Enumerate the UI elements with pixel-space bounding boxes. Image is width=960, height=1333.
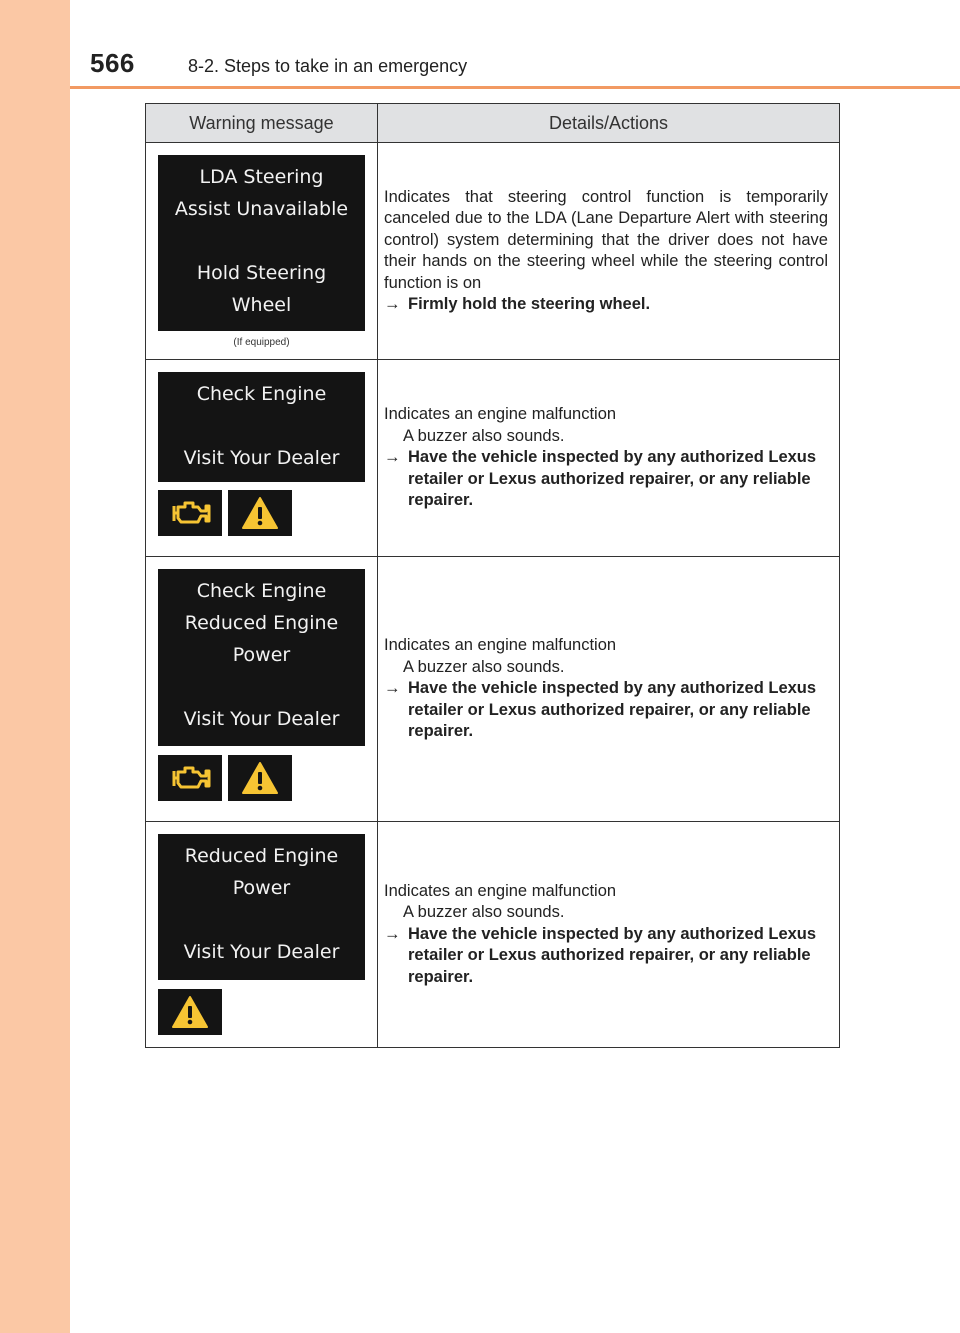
action-line xyxy=(384,924,828,989)
details-text: Indicates an engine malfunction xyxy=(384,881,617,900)
table-row xyxy=(146,143,840,360)
display-message xyxy=(158,569,365,746)
display-line: Hold Steering xyxy=(196,262,327,284)
arrow-icon: → xyxy=(384,448,401,467)
message-cell xyxy=(146,822,378,1048)
message-cell xyxy=(146,143,378,360)
table-row xyxy=(146,360,840,557)
display-line-gap xyxy=(158,225,365,257)
display-line: Wheel xyxy=(231,294,292,316)
action-text: Have the vehicle inspected by any authorized Lexus retailer or Lexus authorized repairer, or any reliable repairer. xyxy=(408,924,817,986)
display-line: LDA Steering xyxy=(199,166,324,188)
warning-table xyxy=(145,103,840,1048)
column-header-details: Details/Actions xyxy=(378,104,840,143)
display-line: Reduced Engine xyxy=(184,845,339,867)
details-cell xyxy=(378,360,840,557)
buzzer-note: A buzzer also sounds. xyxy=(403,657,565,676)
display-line: Check Engine xyxy=(196,580,327,602)
section-title: 8-2. Steps to take in an emergency xyxy=(188,56,468,76)
display-line-gap xyxy=(158,671,365,703)
engine-icon xyxy=(158,755,222,801)
warning-triangle-icon xyxy=(228,490,292,536)
warning-triangle-icon xyxy=(158,989,222,1035)
arrow-icon: → xyxy=(384,679,401,698)
display-message xyxy=(158,155,365,331)
engine-icon xyxy=(158,490,222,536)
display-line-gap xyxy=(158,410,365,442)
display-line: Visit Your Dealer xyxy=(183,447,340,469)
details-cell xyxy=(378,822,840,1048)
display-line: Power xyxy=(232,877,291,899)
arrow-icon: → xyxy=(384,924,401,943)
table-header-row xyxy=(146,104,840,143)
display-line: Power xyxy=(232,644,291,666)
message-cell xyxy=(146,557,378,822)
action-line xyxy=(384,447,828,512)
action-text: Firmly hold the steering wheel. xyxy=(408,295,651,313)
display-message xyxy=(158,834,365,980)
display-line: Reduced Engine xyxy=(184,612,339,634)
buzzer-note: A buzzer also sounds. xyxy=(403,426,565,445)
buzzer-note: A buzzer also sounds. xyxy=(403,903,565,922)
display-message xyxy=(158,372,365,482)
details-text: Indicates an engine malfunction xyxy=(384,405,617,424)
action-text: Have the vehicle inspected by any authorized Lexus retailer or Lexus authorized repairer, or any reliable repairer. xyxy=(408,679,817,741)
message-cell xyxy=(146,360,378,557)
display-line: Visit Your Dealer xyxy=(183,941,340,963)
header-rule xyxy=(70,86,960,89)
page-number: 566 xyxy=(90,48,135,78)
details-text: Indicates that steering control function is temporarily canceled due to the LDA (Lane Departure Alert with steering control) system determining that the driver does not have their hands on the steering wheel while the steering control function is on xyxy=(384,187,828,292)
display-line: Assist Unavailable xyxy=(174,198,349,220)
details-cell xyxy=(378,143,840,360)
action-text: Have the vehicle inspected by any authorized Lexus retailer or Lexus authorized repairer, or any reliable repairer. xyxy=(408,448,817,510)
action-line xyxy=(384,294,828,316)
side-strip xyxy=(0,0,70,1333)
details-text: Indicates an engine malfunction xyxy=(384,636,617,655)
if-equipped-caption: (If equipped) xyxy=(233,337,290,348)
arrow-icon: → xyxy=(384,295,401,313)
warning-triangle-icon xyxy=(228,755,292,801)
display-line: Check Engine xyxy=(196,383,327,405)
table-row xyxy=(146,822,840,1048)
action-line xyxy=(384,678,828,743)
display-line-gap xyxy=(158,904,365,936)
column-header-message: Warning message xyxy=(146,104,378,143)
display-line: Visit Your Dealer xyxy=(183,708,340,730)
table-row xyxy=(146,557,840,822)
details-cell xyxy=(378,557,840,822)
